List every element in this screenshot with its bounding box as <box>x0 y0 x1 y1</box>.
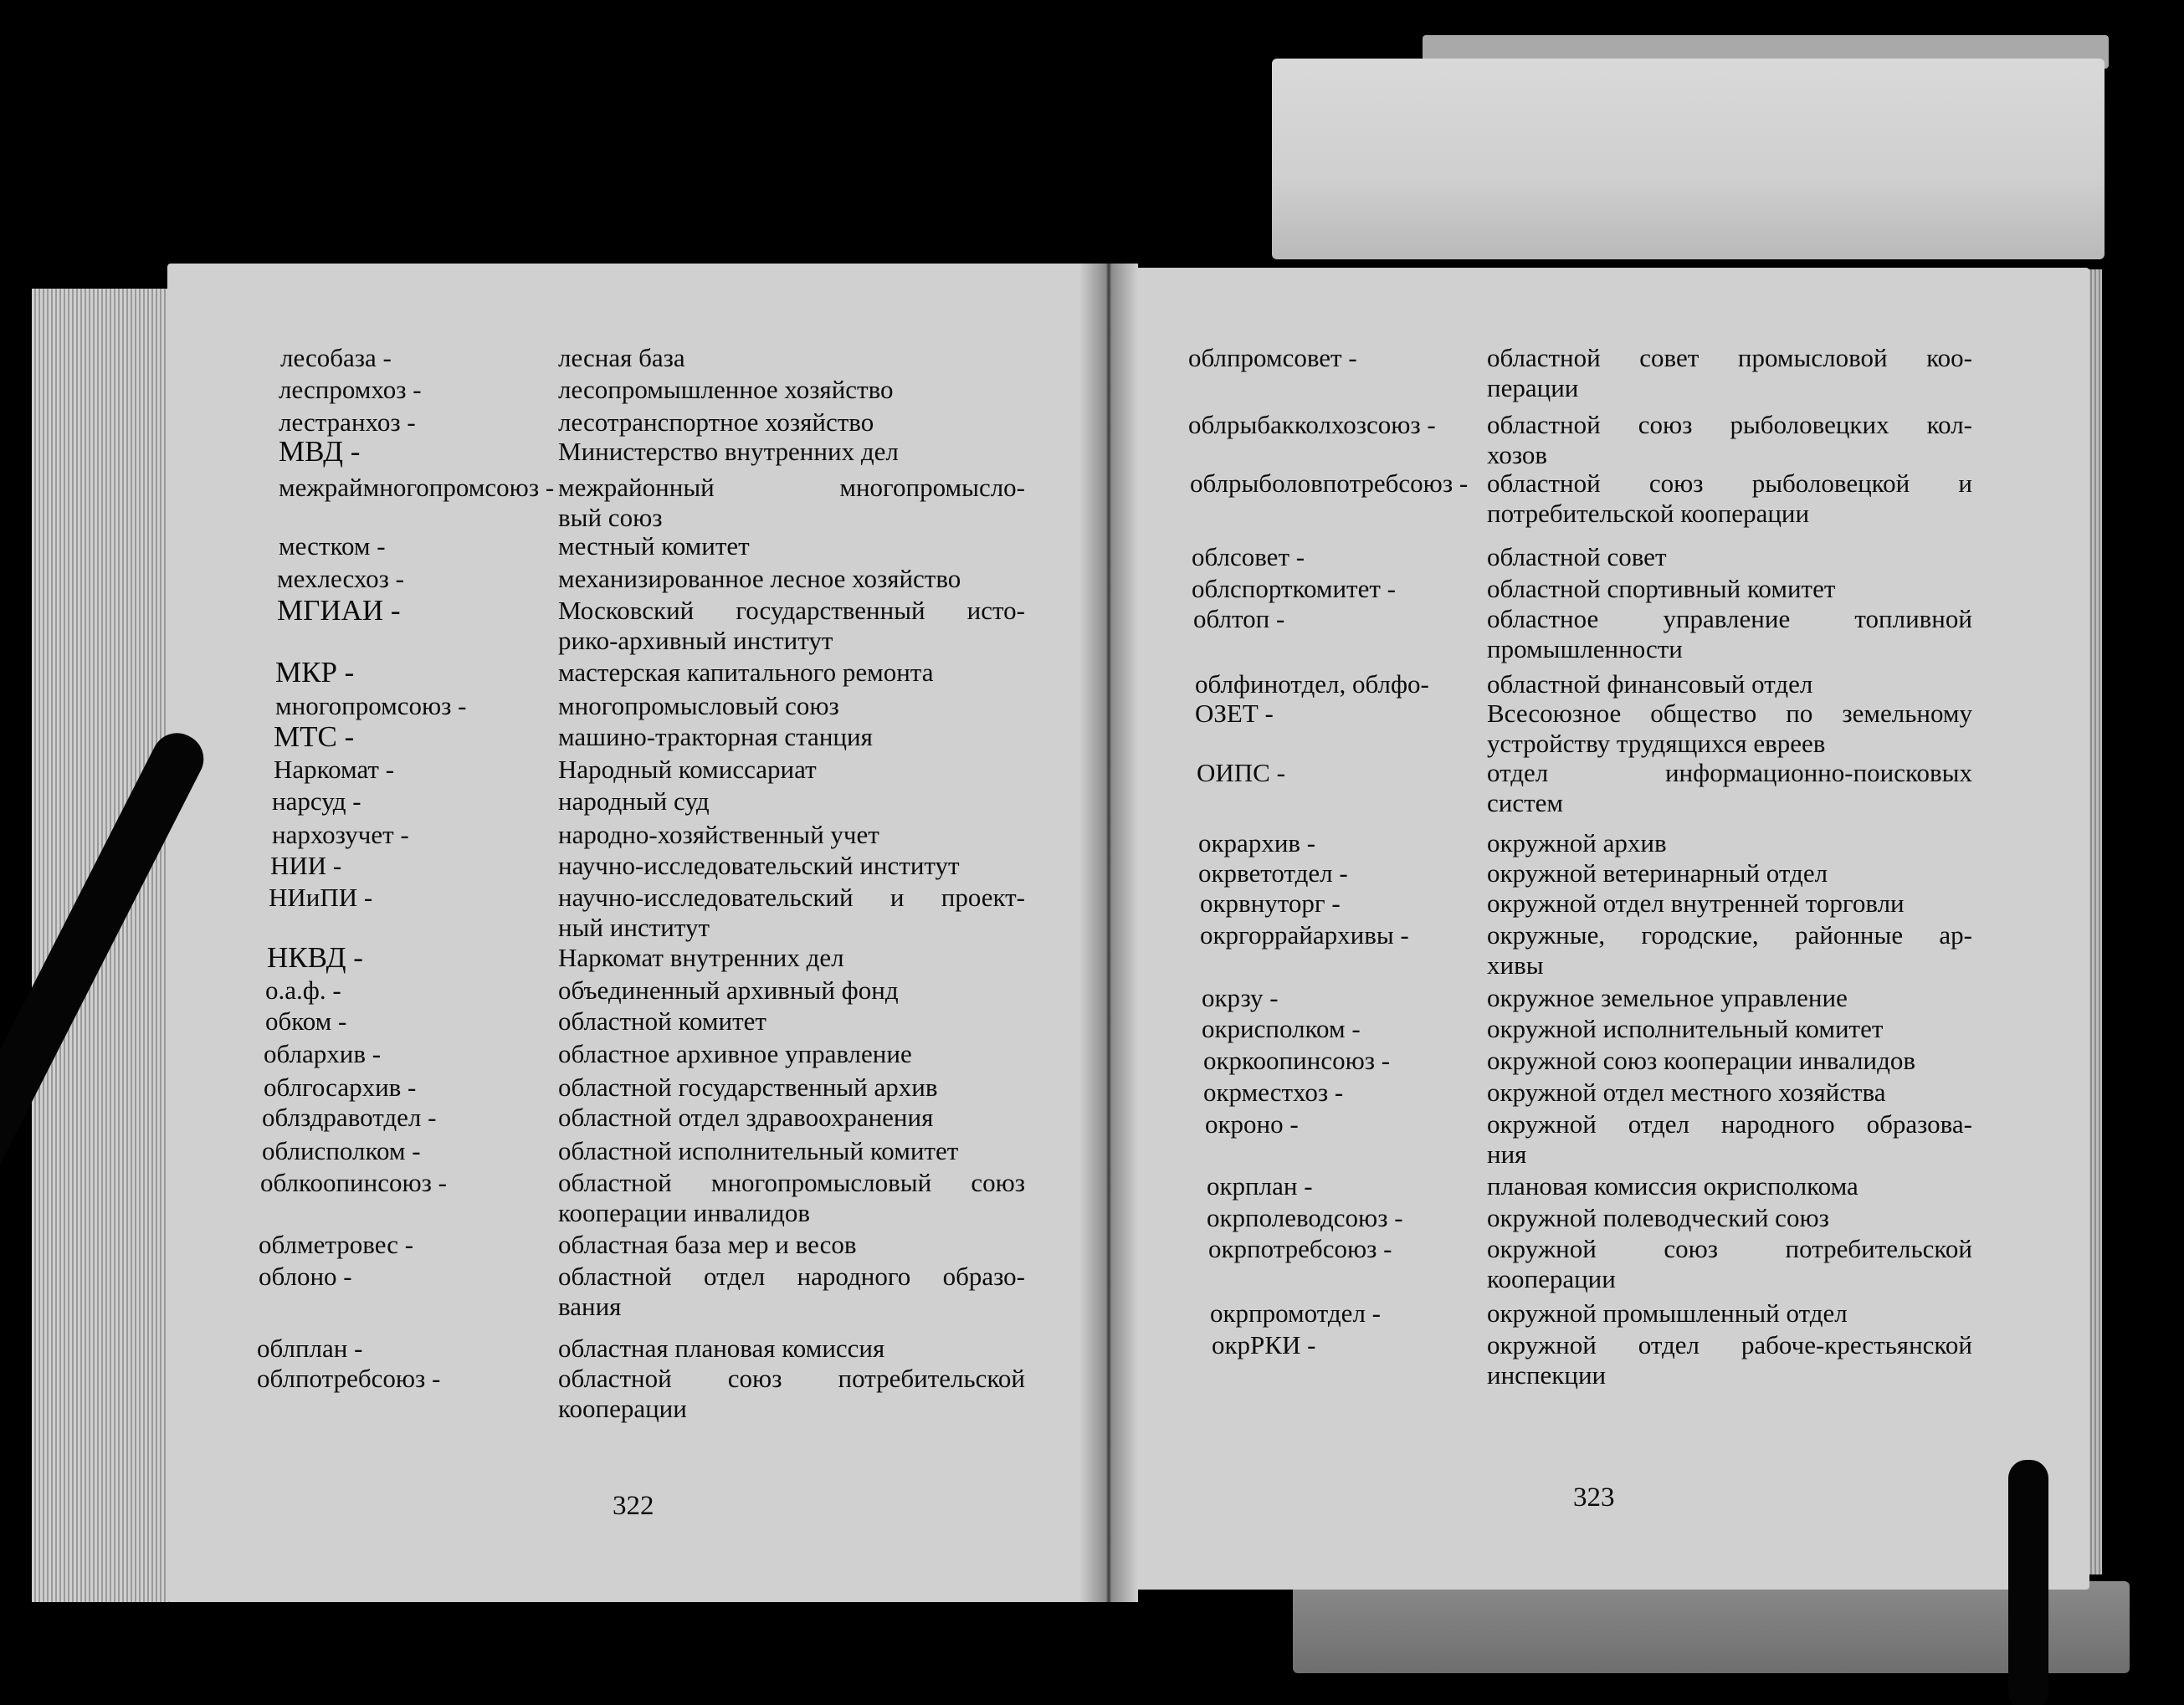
entry-abbreviation: облфинотдел, облфо- <box>1195 669 1429 699</box>
entry-definition-line: окружной союз кооперации инвалидов <box>1487 1046 1916 1075</box>
entry-definition-line: народно-хозяйственный учет <box>558 820 879 849</box>
entry-abbreviation: окрархив - <box>1198 828 1316 858</box>
entry-abbreviation: облсовет - <box>1192 542 1305 571</box>
entry-definition-line: областной совет промысловой коо- <box>1487 343 1972 372</box>
entry-abbreviation: облархив - <box>264 1039 382 1068</box>
entry-abbreviation: окрполеводсоюз - <box>1207 1203 1403 1232</box>
entry-abbreviation: МТС - <box>274 720 355 753</box>
entry-definition-line: окружной полеводческий союз <box>1487 1203 1829 1232</box>
entry-abbreviation: облпотребсоюз - <box>257 1364 441 1393</box>
entry-abbreviation: НИиПИ - <box>269 883 373 912</box>
entry-abbreviation: НКВД - <box>267 941 363 974</box>
entry-definition-line: потребительской кооперации <box>1487 499 1810 528</box>
entry-definition-line: областная плановая комиссия <box>558 1334 885 1363</box>
entry-definition-line: окружные, городские, районные ар- <box>1487 920 1972 950</box>
entry-abbreviation: облздравотдел - <box>262 1103 437 1132</box>
entry-definition-line: межрайонный многопромысло- <box>558 473 1025 502</box>
entry-definition-line: областной отдел народного образо- <box>558 1262 1025 1291</box>
entry-definition-line: вый союз <box>558 503 663 532</box>
entry-abbreviation: о.а.ф. - <box>265 975 341 1005</box>
entry-abbreviation: окрпромотдел - <box>1210 1298 1381 1328</box>
entry-abbreviation: межраймногопромсоюз - <box>279 473 555 502</box>
entry-definition-line: Всесоюзное общество по земельному <box>1487 699 1972 728</box>
entry-definition-line: окружное земельное управление <box>1487 983 1848 1012</box>
entry-abbreviation: окрместхоз - <box>1203 1078 1344 1107</box>
entry-definition-line: лесотранспортное хозяйство <box>558 407 874 437</box>
entry-definition-line: систем <box>1487 788 1564 817</box>
entry-abbreviation: окроно - <box>1205 1109 1299 1139</box>
entry-definition-line: областная база мер и весов <box>558 1230 857 1259</box>
entry-abbreviation: облгосархив - <box>264 1073 417 1102</box>
entry-abbreviation: окрветотдел - <box>1198 858 1348 888</box>
entry-abbreviation: МГИАИ - <box>277 594 401 627</box>
entry-abbreviation: лестранхоз - <box>279 407 416 437</box>
entry-abbreviation: облтоп - <box>1193 604 1285 633</box>
book-spine <box>1079 264 1138 1602</box>
entry-definition-line: Московский государственный исто- <box>558 596 1025 625</box>
entry-definition-line: окружной архив <box>1487 828 1667 858</box>
entry-definition-line: научно-исследовательский институт <box>558 851 960 880</box>
entry-definition-line: окружной промышленный отдел <box>1487 1298 1848 1328</box>
entry-definition-line: кооперации <box>558 1394 687 1423</box>
entry-abbreviation: окрисполком - <box>1202 1014 1361 1043</box>
entry-definition-line: Народный комиссариат <box>558 755 817 784</box>
page-number-left: 322 <box>613 1491 654 1521</box>
entry-definition-line: лесная база <box>558 343 685 372</box>
entry-definition-line: объединенный архивный фонд <box>558 975 899 1005</box>
entry-abbreviation: ОИПС - <box>1197 758 1285 787</box>
entry-abbreviation: облметровес - <box>259 1230 414 1259</box>
entry-abbreviation: нархозучет - <box>272 820 409 849</box>
entry-definition-line: областной союз рыболовецких кол- <box>1487 410 1972 439</box>
entry-definition-line: областное архивное управление <box>558 1039 912 1068</box>
page-number-right: 323 <box>1573 1482 1615 1513</box>
entry-definition-line: хозов <box>1487 440 1548 469</box>
entry-definition-line: устройству трудящихся евреев <box>1487 729 1826 758</box>
entry-abbreviation: облрыболовпотребсоюз - <box>1190 468 1469 498</box>
entry-abbreviation: НИИ - <box>270 851 342 880</box>
entry-abbreviation: облпромсовет - <box>1188 343 1357 372</box>
entry-definition-line: отдел информационно-поисковых <box>1487 758 1972 787</box>
entry-abbreviation: леспромхоз - <box>279 375 422 404</box>
entry-definition-line: мастерская капитального ремонта <box>558 658 934 687</box>
entry-abbreviation: многопромсоюз - <box>275 691 467 720</box>
entry-definition-line: окружной союз потребительской <box>1487 1234 1972 1263</box>
entry-definition-line: областной союз рыболовецкой и <box>1487 468 1972 498</box>
entry-abbreviation: облплан - <box>257 1334 363 1363</box>
entry-definition-line: многопромысловый союз <box>558 691 839 720</box>
entry-abbreviation: окрпотребсоюз - <box>1208 1234 1392 1263</box>
entry-definition-line: областной государственный архив <box>558 1073 938 1102</box>
entry-abbreviation: окркоопинсоюз - <box>1203 1046 1391 1075</box>
entry-abbreviation: МВД - <box>279 435 361 468</box>
entry-definition-line: областной союз потребительской <box>558 1364 1025 1393</box>
entry-definition-line: ный институт <box>558 913 710 942</box>
entry-abbreviation: МКР - <box>275 656 355 689</box>
entry-abbreviation: местком - <box>279 531 386 561</box>
entry-definition-line: областной многопромысловый союз <box>558 1168 1025 1197</box>
entry-definition-line: машино-тракторная станция <box>558 722 873 751</box>
entry-definition-line: Наркомат внутренних дел <box>558 943 844 972</box>
entry-definition-line: областной совет <box>1487 542 1667 571</box>
entry-abbreviation: окргоррайархивы - <box>1200 920 1409 950</box>
entry-definition-line: областной исполнительный комитет <box>558 1136 959 1165</box>
entry-definition-line: промышленности <box>1487 634 1683 663</box>
entry-abbreviation: окрвнуторг - <box>1200 888 1341 918</box>
entry-definition-line: инспекции <box>1487 1360 1607 1390</box>
entry-abbreviation: обком - <box>265 1006 347 1036</box>
entry-definition-line: областной спортивный комитет <box>1487 574 1836 603</box>
entry-abbreviation: окрзу - <box>1202 983 1279 1012</box>
entry-definition-line: хивы <box>1487 950 1544 980</box>
entry-definition-line: окружной отдел народного образова- <box>1487 1109 1972 1139</box>
entry-definition-line: местный комитет <box>558 531 750 561</box>
entry-definition-line: лесопромышленное хозяйство <box>558 375 894 404</box>
entry-definition-line: перации <box>1487 373 1579 402</box>
foam-support-bottom <box>1293 1581 2130 1673</box>
entry-abbreviation: мехлесхоз - <box>277 564 404 593</box>
entry-abbreviation: окрплан - <box>1207 1171 1313 1201</box>
entry-definition-line: ния <box>1487 1139 1527 1169</box>
entry-definition-line: кооперации <box>1487 1264 1616 1293</box>
entry-abbreviation: нарсуд - <box>272 786 361 816</box>
bookmark-ribbon-right <box>2008 1460 2048 1705</box>
entry-definition-line: вания <box>558 1292 622 1321</box>
entry-definition-line: окружной исполнительный комитет <box>1487 1014 1884 1043</box>
entry-abbreviation: облрыбакколхозсоюз - <box>1188 410 1436 439</box>
entry-abbreviation: лесобаза - <box>280 343 392 372</box>
entry-definition-line: научно-исследовательский и проект- <box>558 883 1025 912</box>
entry-abbreviation: облспорткомитет - <box>1192 574 1396 603</box>
entry-definition-line: областной финансовый отдел <box>1487 669 1813 699</box>
entry-definition-line: механизированное лесное хозяйство <box>558 564 961 593</box>
entry-definition-line: окружной отдел рабоче-крестьянской <box>1487 1330 1972 1359</box>
entry-abbreviation: ОЗЕТ - <box>1195 699 1274 728</box>
entry-definition-line: областное управление топливной <box>1487 604 1972 633</box>
entry-definition-line: кооперации инвалидов <box>558 1198 811 1227</box>
entry-abbreviation: окрРКИ - <box>1212 1330 1316 1359</box>
entry-definition-line: областной комитет <box>558 1006 766 1036</box>
entry-definition-line: областной отдел здравоохранения <box>558 1103 934 1132</box>
entry-abbreviation: облкоопинсоюз - <box>260 1168 447 1197</box>
entry-definition-line: окружной отдел местного хозяйства <box>1487 1078 1886 1107</box>
entry-definition-line: рико-архивный институт <box>558 626 833 655</box>
entry-abbreviation: Наркомат - <box>274 755 395 784</box>
entry-definition-line: окружной отдел внутренней торговли <box>1487 888 1905 918</box>
entry-definition-line: народный суд <box>558 786 710 816</box>
entry-definition-line: Министерство внутренних дел <box>558 437 899 466</box>
foam-support-top <box>1272 59 2105 259</box>
entry-abbreviation: облоно - <box>259 1262 352 1291</box>
entry-definition-line: плановая комиссия окрисполкома <box>1487 1171 1858 1201</box>
entry-definition-line: окружной ветеринарный отдел <box>1487 858 1828 888</box>
entry-abbreviation: облисполком - <box>262 1136 421 1165</box>
